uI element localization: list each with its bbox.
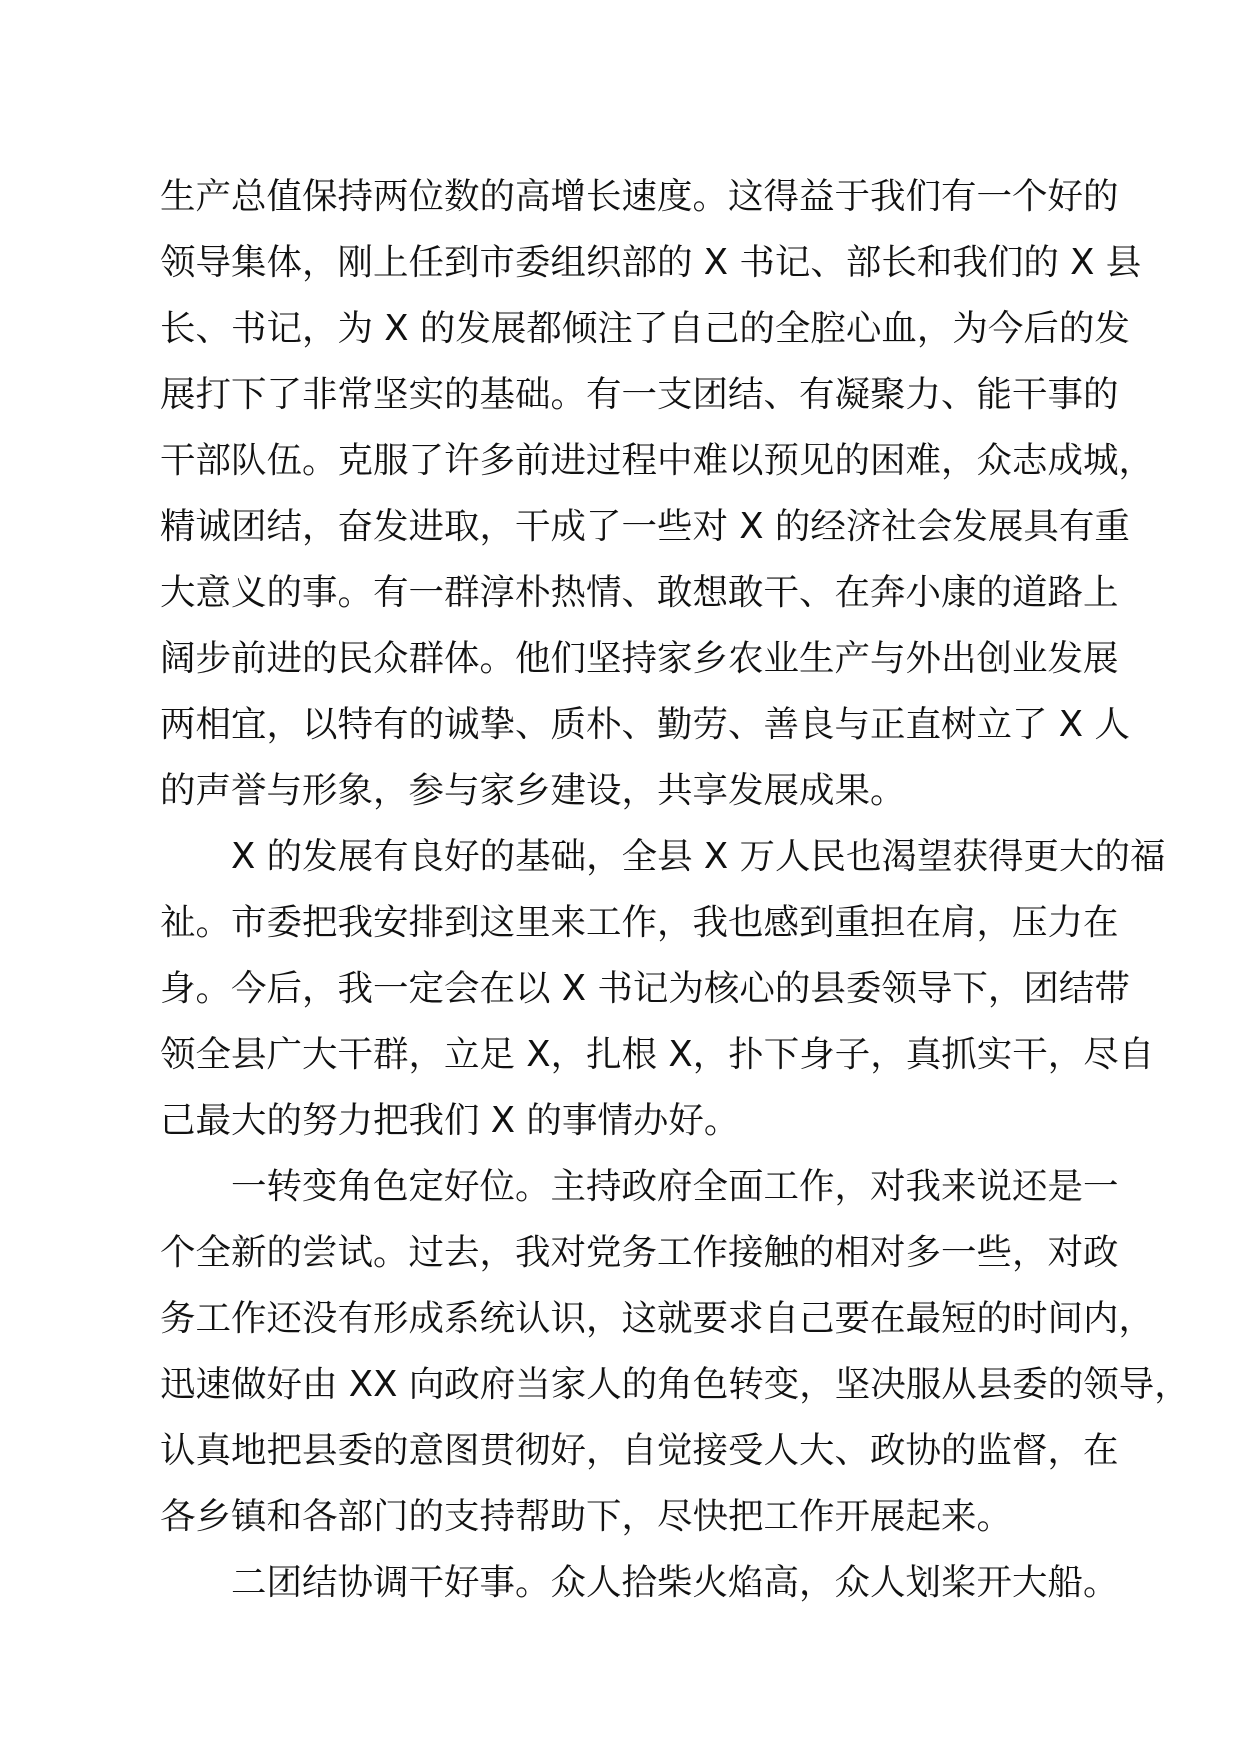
text-line: 务工作还没有形成系统认识，这就要求自己要在最短的时间内， (160, 1298, 1155, 1339)
document-body (160, 164, 1190, 1616)
text-line: 展打下了非常坚实的基础。有一支团结、有凝聚力、能干事的 (160, 374, 1119, 415)
text-line: 二团结协调干好事。众人拾柴火焰高，众人划桨开大船。 (231, 1562, 1119, 1603)
text-line: 祉。市委把我安排到这里来工作，我也感到重担在肩，压力在 (160, 902, 1119, 943)
text-line: 大意义的事。有一群淳朴热情、敢想敢干、在奔小康的道路上 (160, 572, 1119, 613)
text-line: 一转变角色定好位。主持政府全面工作，对我来说还是一 (231, 1166, 1119, 1207)
text-line: 两相宜，以特有的诚挚、质朴、勤劳、善良与正直树立了 X 人 (160, 704, 1130, 745)
text-line: 迅速做好由 XX 向政府当家人的角色转变，坚决服从县委的领导， (160, 1364, 1190, 1405)
text-line: 的声誉与形象，参与家乡建设，共享发展成果。 (160, 770, 906, 811)
text-line: 阔步前进的民众群体。他们坚持家乡农业生产与外出创业发展 (160, 638, 1119, 679)
text-line: 领导集体，刚上任到市委组织部的 X 书记、部长和我们的 X 县 (160, 242, 1142, 283)
paragraph-3 (160, 1154, 1190, 1550)
text-line: X 的发展有良好的基础，全县 X 万人民也渴望获得更大的福 (231, 836, 1166, 877)
text-line: 领全县广大干群，立足 X，扎根 X，扑下身子，真抓实干，尽自 (160, 1034, 1155, 1075)
text-line: 身。今后，我一定会在以 X 书记为核心的县委领导下，团结带 (160, 968, 1130, 1009)
text-line: 长、书记，为 X 的发展都倾注了自己的全腔心血，为今后的发 (160, 308, 1130, 349)
text-line: 精诚团结，奋发进取，干成了一些对 X 的经济社会发展具有重 (160, 506, 1130, 547)
text-line: 己最大的努力把我们 X 的事情办好。 (160, 1100, 740, 1141)
paragraph-4 (160, 1550, 1120, 1616)
text-line: 各乡镇和各部门的支持帮助下，尽快把工作开展起来。 (160, 1496, 1013, 1537)
text-line: 干部队伍。克服了许多前进过程中难以预见的困难，众志成城， (160, 440, 1155, 481)
paragraph-1 (160, 164, 1155, 824)
paragraph-2 (160, 824, 1166, 1154)
text-line: 生产总值保持两位数的高增长速度。这得益于我们有一个好的 (160, 176, 1119, 217)
text-line: 认真地把县委的意图贯彻好，自觉接受人大、政协的监督，在 (160, 1430, 1119, 1471)
text-line: 个全新的尝试。过去，我对党务工作接触的相对多一些，对政 (160, 1232, 1119, 1273)
